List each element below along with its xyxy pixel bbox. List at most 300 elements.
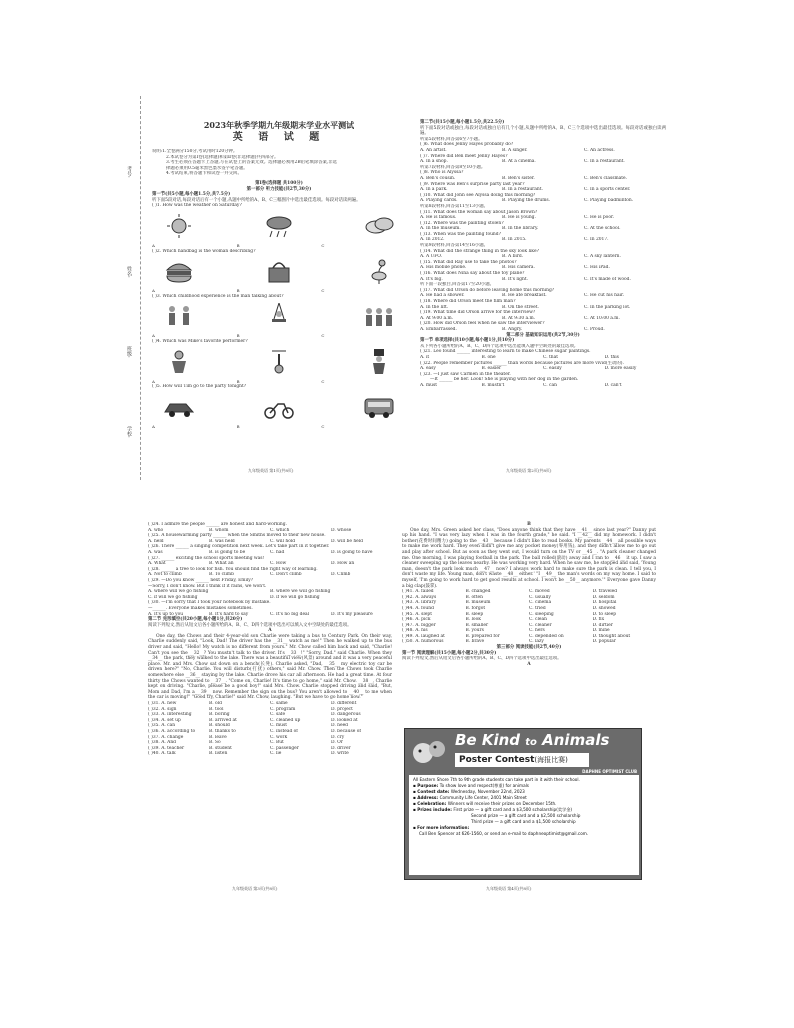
option-0: ( )35. A. can xyxy=(148,723,176,729)
part-2-heading: 第二部分 基础知识运用(共2节,30分) xyxy=(506,332,580,338)
acrobat-performer-icon xyxy=(262,349,296,375)
option-1: B. A singer. xyxy=(502,147,528,153)
prize-second: Second prize — a gift card and a $2,500 scholarship xyxy=(471,813,581,818)
question-23: ( )23. —I just saw Carmen in the theater. xyxy=(420,371,511,377)
margin-school: 学校: xyxy=(126,426,132,438)
listening-line: 听第7段材料,回答第8至10小题。 xyxy=(420,164,486,170)
magician-performer-icon xyxy=(362,349,396,375)
option-0: ( )36. A. according to xyxy=(148,728,196,734)
poster-item-key: ▪ Contest date: xyxy=(413,789,451,794)
note-line: 4.考试结束,将答题卡和试卷一并交回。 xyxy=(166,171,242,177)
option-3: D. dangerous xyxy=(331,712,361,718)
option-0: ( )33. A. interesting xyxy=(148,712,192,718)
listening-line: 听第9段材料,回答第14至16小题。 xyxy=(420,243,489,249)
option-2: C. lie xyxy=(270,751,282,757)
grammar-line: ( )29. —Do you know ______ next Friday, Emily? xyxy=(148,577,254,583)
option-2: C. tried xyxy=(529,605,546,611)
option-1: B. In a restaurant. xyxy=(502,187,543,193)
option-1: B. He ate breakfast. xyxy=(502,293,547,299)
option-0: A. In the lift. xyxy=(420,304,449,310)
option-c-label: C xyxy=(321,423,325,429)
option-0: A. was xyxy=(148,549,163,555)
section-1b-heading: 第二节(共15小题,每小题1.5分,共22.5分) xyxy=(420,120,505,125)
option-3: D. dirtier xyxy=(592,622,613,628)
passage-a-text: One day, the Chows and their 4-year-old son Charlie were taking a bus to Century Park. On their way, Charlie suddenly said, "Look, Dad! The driver has the __31__ watch as me!" Then he walked up to the bus driver and said, "Hello! My watch is no different from yours." Mr. Chow called him back and said, "Charlie! Can't you see the __32__? You mustn't talk to the driver. It's __33__!" "Sorry, Dad." said Charlie. When they __34__ the park, they walked to the lake. There was a beautiful view(风景) around and it was a very peaceful place. Mr. and Mrs. Chow sat down on a bench(长凳). Charlie asked, "Dad, __35__ my electric toy car be driven here?" "No, Charlie. You will disturb(打扰) others," said Mr. Chow. Then the Chows took Charlie somewhere else __36__ staying by the lake. Charlie drove his car all afternoon. He had a great time. At four thirty the Chows wanted to __37__. "Come on, Charlie! It's time to go home," said Mr. Chow. __38__, Charlie kept on driving. "Charlie, please be a good boy!" said Mrs. Chow. Charlie stopped driving and said, "But, Mom and Dad, I'm a __39__ now. Remember the sign on the bus? You aren't allowed to __40__ to me when the car is moving!" "Good try, Charlie!" said Mr. Chow, laughing. "But we have to go home now." xyxy=(148,633,392,701)
option-2: C. cleaner xyxy=(529,622,552,628)
listening-line: ( )14. What did the strange thing in the sky look like? xyxy=(420,248,539,254)
option-0: A. Embarrassed. xyxy=(420,326,457,332)
question-3: ( )3. Which childhood experience is the man talking about? xyxy=(152,293,284,299)
listening-options xyxy=(420,215,666,221)
part-3a-desc: 阅读下列短文,然后从短文后各小题所给的A、B、C、D四个选项中选出最佳选项。 xyxy=(402,656,562,662)
listening-line: ( )13. When was the painting found? xyxy=(420,231,501,237)
option-c-label: C xyxy=(321,288,325,294)
option-3: D. driver xyxy=(331,745,351,751)
option-2: C. safe xyxy=(270,712,286,718)
option-1: B. Playing the drums. xyxy=(502,198,551,204)
grammar-line: —Sorry, I don't know. But I think if it rains, we won't. xyxy=(148,583,267,589)
burger-bag-icon xyxy=(162,258,196,284)
children-group-icon xyxy=(362,303,396,329)
children-playing-icon xyxy=(162,303,196,329)
option-2: C. depended on xyxy=(529,633,564,639)
poster-intro: All Eastern Shore 7th to 9th grade students can take part in it with their school. xyxy=(413,777,580,782)
exam-subject: 英 语 试 题 xyxy=(232,132,326,143)
listening-line: ( )10. What did John see Alyssa doing this morning? xyxy=(420,192,536,198)
option-0: A. His mobile phone. xyxy=(420,265,467,271)
listening-line: ( )8. Who is Alyssa? xyxy=(420,170,464,176)
option-2: C. It's made of wood. xyxy=(584,276,631,282)
listening-line: ( )6. What does Jenny Hayes probably do? xyxy=(420,142,514,148)
listening-line: ( )18. Where did Orson meet the film man? xyxy=(420,299,516,304)
listening-line: ( )12. Where was the painting stolen? xyxy=(420,220,504,226)
option-1: B. changed xyxy=(465,589,491,595)
option-1: B. Angry. xyxy=(502,326,523,332)
question-21-options xyxy=(420,355,666,361)
option-2: C. moved xyxy=(529,589,550,595)
listening-options xyxy=(420,176,666,182)
listening-line: 听下面一段独白,回答第17至20小题。 xyxy=(420,282,495,288)
poster-items xyxy=(413,783,635,813)
option-1: B. thanks to xyxy=(209,728,236,734)
option-0: A. who xyxy=(148,527,164,533)
club-name: DAPHNE OPTIMIST CLUB xyxy=(582,769,637,774)
option-0: A. He is famous. xyxy=(420,215,457,221)
poster-item-key: ▪ Purpose: xyxy=(413,783,440,788)
cloze-options xyxy=(148,751,392,757)
seal-line xyxy=(140,96,141,480)
option-3: D. cry xyxy=(331,734,345,740)
more-info-text: Call Ben Spencer at 626-1560, or send an e-mail to daphneoptimist@gmail.com. xyxy=(419,831,589,836)
poster-item-key: ▪ Prizes include: xyxy=(413,807,454,812)
page-1-content xyxy=(152,120,406,429)
option-1: B. is going to be xyxy=(209,549,246,555)
option-3: D. mine xyxy=(592,628,610,634)
option-1: B. In 2015. xyxy=(502,237,527,243)
option-1: B. His camera. xyxy=(502,265,535,271)
poster-item-value: First prize — a gift card and a $3,500 scholarship(奖学金) xyxy=(453,807,573,812)
option-0: ( )34. A. set up xyxy=(148,717,181,723)
listening-line: ( )9. Where was Ben's surprise party last year? xyxy=(420,181,525,187)
option-2: C. which xyxy=(270,527,290,533)
weather-sun-icon xyxy=(162,213,196,239)
listening-line: ( )17. What did Orson do before leaving home this morning? xyxy=(420,287,555,293)
option-3: D. will be held xyxy=(331,538,363,544)
page-2 xyxy=(420,118,668,480)
question-21: ( )21. Leo found ______ interesting to learn to make Chinese sugar paintings. xyxy=(420,349,591,355)
option-1: B. easier xyxy=(481,366,502,372)
poster-item-key: ▪ Celebration: xyxy=(413,801,448,806)
poster-title xyxy=(455,731,609,749)
option-0: ( )42. A. always xyxy=(402,594,437,600)
option-c-label: C xyxy=(321,378,325,384)
grammar-line: ( )25. A housewarming party ______ when the Smiths moved to their new house. xyxy=(148,533,326,539)
option-0: A. It's big. xyxy=(420,276,443,282)
option-1: B. It's light. xyxy=(502,276,528,282)
option-2: C. program xyxy=(270,706,296,712)
option-0: ( )44. A. found xyxy=(402,605,434,611)
option-2: C. An actress. xyxy=(584,147,615,153)
option-2: C. His iPad. xyxy=(584,265,610,271)
listening-questions xyxy=(420,137,666,333)
option-0: ( )37. A. change xyxy=(148,734,184,740)
option-3: D. popular xyxy=(592,639,616,645)
listening-options xyxy=(420,159,666,165)
option-1: B. At 9:30 a.m. xyxy=(502,315,536,321)
listening-line: ( )7. Where did Ben meet Jenny Hayes? xyxy=(420,153,508,159)
part-2b-desc: 阅读下列短文,然后从短文后各小题所给的A、B、C、D四个选项中选出可以填入文中空缺处的最佳选项。 xyxy=(148,622,352,628)
option-1: B. What an xyxy=(209,561,234,567)
option-0: A. it xyxy=(420,354,430,360)
option-1: B. old xyxy=(209,701,222,706)
motorcycle-icon xyxy=(262,394,296,420)
listening-line: ( )19. What time did Orson arrive for the interview? xyxy=(420,310,536,316)
option-3: D. is going to have xyxy=(331,549,373,555)
option-0: ( )31. A. new xyxy=(148,701,177,706)
option-3: D. How an xyxy=(331,561,355,567)
option-3: D. thought about xyxy=(592,633,631,639)
option-1: B. smaller xyxy=(465,622,489,628)
part-1-heading: 第Ⅰ卷(选择题 共100分) xyxy=(255,180,303,186)
grammar-line: ( )30. —I'm sorry that I took your notebook by mistake. xyxy=(148,600,271,606)
listening-line: ( )16. What does Nina say about the toy plane? xyxy=(420,271,525,277)
option-3: D. Or xyxy=(331,740,343,746)
pets-illustration-icon xyxy=(409,731,449,771)
option-2: C. Proud. xyxy=(584,326,605,332)
question-5-images xyxy=(152,390,406,424)
option-3: D. fix xyxy=(592,617,605,623)
page-1 xyxy=(126,96,410,480)
option-1: B. A bird. xyxy=(502,254,524,260)
question-1: ( )1. How was the weather on Saturday? xyxy=(152,203,242,209)
option-2: C. clean xyxy=(529,617,547,623)
option-2: C. must xyxy=(270,723,288,729)
option-3: D. can't xyxy=(604,382,622,388)
option-0: ( )46. A. pick xyxy=(402,617,431,623)
weather-rain-icon xyxy=(262,213,296,239)
question-2-images xyxy=(152,254,406,288)
page-3-content xyxy=(148,522,392,757)
option-2: C. same xyxy=(270,701,288,706)
child-swing-icon xyxy=(262,303,296,329)
option-1: B. prepared for xyxy=(465,633,500,639)
poster-item-key: ▪ Address: xyxy=(413,795,440,800)
part-2b-heading: 第二节 完形填空(共20小题,每小题1分,共20分) xyxy=(148,617,243,623)
question-22: ( )22. People remember pictures ______ than words because pictures are more vivid(生动的). xyxy=(420,360,624,366)
option-3: D. need xyxy=(331,723,348,729)
option-0: A. where will we go fishing xyxy=(148,589,209,595)
option-2: C. He cut his hair. xyxy=(584,293,625,299)
option-0: ( )45. A. slept xyxy=(402,611,432,617)
note-line: 3.考生必须在答题卡上答题,写在试卷上的答案无效。选择题必须用2B铅笔填涂答案,非选 xyxy=(166,160,338,166)
grammar-line: ( )24. I admire the people ______ are honest and hard-working. xyxy=(148,522,287,527)
option-1: B. To climb xyxy=(209,572,234,578)
option-0: A. Ben's cousin. xyxy=(420,175,456,181)
option-2: C. He is poor. xyxy=(584,215,614,221)
option-2: C. can xyxy=(543,382,557,388)
margin-exam-no: 考号: xyxy=(126,166,132,178)
option-1: B. mustn't xyxy=(481,382,505,388)
section-1-heading: 第一部分 听力技能(共2节,30分) xyxy=(246,186,312,192)
option-0: A. easy xyxy=(420,366,436,372)
question-22-options xyxy=(420,366,666,372)
option-1: B. sleep xyxy=(465,611,484,617)
option-c-label: C xyxy=(321,333,325,339)
poster-title-part-1: Be Kind xyxy=(455,731,521,749)
option-1: B. should xyxy=(209,723,230,729)
question-1-labels xyxy=(152,243,406,249)
option-0: A. Not to climb xyxy=(148,572,182,578)
page-2-footer: 九年级英语 第2页(共8页) xyxy=(506,468,552,473)
grammar-options xyxy=(148,550,392,556)
option-3: D. more easily xyxy=(604,366,637,372)
option-2: C. easily xyxy=(543,366,562,372)
option-1: B. brave xyxy=(465,639,485,645)
option-3: D. looked at xyxy=(331,717,358,723)
option-1: B. look xyxy=(465,617,481,623)
option-3: D. showed xyxy=(592,605,616,611)
listening-options xyxy=(420,148,666,154)
option-0: A. A UFO. xyxy=(420,254,443,260)
option-2: C. cinema xyxy=(529,600,552,606)
option-a-label: A xyxy=(152,378,155,384)
option-0: ( )41. A. failed xyxy=(402,589,434,595)
option-3: D. seldom xyxy=(592,594,615,600)
option-0: A. In 2012. xyxy=(420,237,445,243)
option-3: D. It's my pleasure xyxy=(331,611,373,617)
section-1a-heading: 第一节(共5小题,每小题1.5分,共7.5分) xyxy=(152,192,231,198)
poster-item-value: Winners will receive their prizes on December 15th. xyxy=(447,801,557,806)
page-1-footer: 九年级英语 第1页(共8页) xyxy=(248,468,294,473)
option-1: B. At a cinema. xyxy=(502,159,536,165)
grammar-questions xyxy=(148,522,392,617)
option-c-label: C xyxy=(321,242,325,248)
listening-line: 听第8段材料,回答第11至13小题。 xyxy=(420,203,489,209)
option-3: D. different xyxy=(331,701,357,706)
option-2: C. In a sports center. xyxy=(584,187,631,193)
option-1: B. museum xyxy=(465,600,491,606)
exam-title: 2023年秋季学期九年级期末学业水平测试 xyxy=(203,120,355,130)
option-1: B. often xyxy=(465,594,483,600)
option-a-label: A xyxy=(152,423,155,429)
grammar-line: —______. Everyone makes mistakes sometimes. xyxy=(148,605,253,611)
part-3-heading: 第三部分 阅读技能(共2节,40分) xyxy=(496,645,562,651)
handbag-icon xyxy=(262,258,296,284)
cloze-options xyxy=(148,701,392,757)
reading-a-label: A xyxy=(527,661,531,667)
question-23-reply: —It ______ be her. Look! She is playing with her dog in the garden. xyxy=(430,377,579,383)
question-5: ( )5. How will Tim go to the party tonight? xyxy=(152,384,247,390)
option-2: C. At 10:00 a.m. xyxy=(584,315,620,321)
option-3: D. because of xyxy=(331,728,361,734)
poster-title-part-2: Animals xyxy=(542,731,610,749)
option-b-label: B xyxy=(236,288,240,294)
option-1: B. one xyxy=(481,354,496,360)
option-3: D. to sleep xyxy=(592,611,617,617)
option-0: ( )43. A. library xyxy=(402,600,437,606)
option-2: C. It's no big deal xyxy=(270,611,310,617)
page-3 xyxy=(148,520,394,898)
question-2-labels xyxy=(152,288,406,294)
more-info-key: For more information: xyxy=(417,825,470,830)
page-4-footer: 九年级英语 第4页(共8页) xyxy=(486,886,532,891)
poster-body xyxy=(409,775,639,875)
option-1: B. Ben's sister. xyxy=(502,175,535,181)
option-3: D. whose xyxy=(331,527,352,533)
option-2: C. In a restaurant. xyxy=(584,159,625,165)
option-0: A. In a park. xyxy=(420,187,448,193)
question-5-labels xyxy=(152,424,406,430)
cloze-options-b xyxy=(402,589,656,645)
option-1: B. leave xyxy=(209,734,227,740)
grammar-line: ( )28. ______ a tree to look for fish. You should find the right way of learning. xyxy=(148,566,318,572)
bus-icon xyxy=(362,394,396,420)
option-1: B. whom xyxy=(209,527,229,533)
listening-options xyxy=(420,327,666,333)
poster-band xyxy=(455,753,589,767)
option-2: C. instead of xyxy=(270,728,298,734)
question-3-images xyxy=(152,299,406,333)
option-1: B. So xyxy=(209,740,221,746)
option-2: C. How xyxy=(270,561,287,567)
option-1: B. It's hard to say xyxy=(209,611,249,617)
option-3: D. traveled xyxy=(592,589,618,595)
option-2: C. But xyxy=(270,740,284,746)
option-2: C. hers xyxy=(529,628,545,634)
option-2: C. passenger xyxy=(270,745,299,751)
prize-third: Third prize — a gift card and a $1,500 scholarship xyxy=(471,819,576,824)
margin-name: 姓名: xyxy=(126,266,132,278)
listening-options xyxy=(420,187,666,193)
page-3-footer: 九年级英语 第3页(共8页) xyxy=(232,886,278,891)
option-2: C. A sky lantern. xyxy=(584,254,621,260)
option-3: D. write xyxy=(331,751,349,757)
option-3: D. this xyxy=(604,354,619,360)
option-0: A. It's up to you xyxy=(148,611,184,617)
option-b-label: B xyxy=(236,378,240,384)
section-1a-desc: 听下面5段对话,每段对话后有一个小题,从题中所给的A、B、C三幅图片中选出最佳选项。每段对话读两遍。 xyxy=(152,197,361,203)
part-3a-heading: 第一节 阅读理解(共15小题,每小题2分,共30分) xyxy=(402,650,497,656)
question-4-images xyxy=(152,345,406,379)
option-1: B. He is young. xyxy=(502,215,536,221)
question-23-options xyxy=(420,383,666,389)
option-0: ( )50. A. humorous xyxy=(402,639,444,645)
option-3: D. project xyxy=(331,706,353,712)
option-3: D. hospital xyxy=(592,600,617,606)
option-0: A. Playing cards. xyxy=(420,198,458,204)
option-1: B. boring xyxy=(209,712,230,718)
part-2a-heading: 第一节 单项选择(共10小题,每小题1分,共10分) xyxy=(420,338,515,344)
option-0: C. if will we go fishing xyxy=(148,594,198,600)
option-0: A. What xyxy=(148,561,166,567)
note-line: 说明:1.全卷满分150分,考试用时120分钟。 xyxy=(152,149,238,154)
listening-line: ( )11. What does the woman say about Jason Brown? xyxy=(420,209,538,215)
option-0: ( )39. A. teacher xyxy=(148,745,185,751)
option-1: B. listen xyxy=(209,751,228,757)
option-b-label: B xyxy=(236,333,240,339)
part-2a-desc: 从下列各小题所给的A、B、C、D四个选项中选出能填入题中空缺处的最佳选项。 xyxy=(420,343,579,349)
poster-item-value: Wednesday, November 22nd, 2023 xyxy=(450,789,525,794)
option-2: C. In 2017. xyxy=(584,237,609,243)
option-2: C. cleaned up xyxy=(270,717,301,723)
page-4 xyxy=(402,520,660,898)
listening-line: ( )15. What did Ray use to take the photos? xyxy=(420,259,517,265)
question-2: ( )2. Which handbag is the woman describing? xyxy=(152,248,256,254)
option-1: B. tool xyxy=(209,706,224,712)
option-2: C. Don't climb xyxy=(270,572,302,578)
option-0: A. At 9:00 a.m. xyxy=(420,315,454,321)
option-0: A. In the museum. xyxy=(420,226,461,232)
section-1b-desc: 听下面5段对话或独白,每段对话或独白后有几个小题,从题中所给的A、B、C三个选项中选出最佳选项。每段对话或独白读两遍。 xyxy=(420,125,666,137)
grammar-options xyxy=(148,561,392,567)
option-1: D. if we will go fishing xyxy=(270,594,320,600)
option-b-label: B xyxy=(236,242,240,248)
option-0: ( )40. A. talk xyxy=(148,751,176,757)
passage-b-text: One day, Mrs. Green asked her class, "Does anyone think that they have __41__ since last year?" Danny put up his hand. "I was very lazy when I was in the fourth grade," he said. "I __42__ did my homework. I didn't bother(花费时间精力) going to the __43__ because I didn't like to read books. My parents __44__ all possible ways to make me work hard. They even didn't give me any pocket money(零用钱), and they didn't allow me to go out and play after school. But as soon as they went out, I would turn on the TV or __45__. "A park cleaner changed me. One morning, I was playing football in the park. The ball rolled(滚动) away and I ran to __46__ it up. I saw a cleaner sweeping up the leaves nearby. He was working very hard. When he saw me, he stopped and said, 'Young man, doesn't the park look much __47__ now? I always work hard to make sure the park is clean. I tell you, I don't waste my life. Young man, don't waste __48__ either.' "I __49__ the man's words on my way home. I said to myself, 'I'm going to work hard to get good results at school. I won't be __50__ anymore.'" Everyone gave Danny a big clap(鼓掌). xyxy=(402,527,656,589)
question-4: ( )4. Which was Mike's favorite performer? xyxy=(152,338,248,344)
weather-cloud-icon xyxy=(362,213,396,239)
passage-b-label: B xyxy=(527,522,531,527)
option-1: B. forgot xyxy=(465,605,486,611)
option-b-label: B xyxy=(236,423,240,429)
option-0: A. held xyxy=(148,538,164,544)
option-0: A. In a shop. xyxy=(420,159,448,165)
clown-performer-icon xyxy=(162,349,196,375)
option-2: C. had xyxy=(270,549,285,555)
option-0: A. must xyxy=(420,382,437,388)
page-4-content xyxy=(402,522,656,667)
more-info-label: ▪ For more information: xyxy=(413,825,470,830)
option-2: C. sleeping xyxy=(529,611,554,617)
option-0: ( )32. A. sign xyxy=(148,706,177,712)
poster-item-value: Community Life Center, 2401 Main Street xyxy=(439,795,527,800)
option-1: B. was held xyxy=(209,538,235,544)
poster-title-to: to xyxy=(525,737,537,748)
option-2: C. work xyxy=(270,734,288,740)
option-0: ( )38. A. And xyxy=(148,740,176,746)
page-2-content xyxy=(420,120,666,389)
car-icon xyxy=(162,394,196,420)
grammar-line: ( )27. ______ exciting the school sports meeting was! xyxy=(148,555,265,561)
flamingo-bag-icon xyxy=(362,258,396,284)
option-2: C. At the school. xyxy=(584,226,621,232)
option-2: C. Playing badminton. xyxy=(584,198,634,204)
passage-a-label: A xyxy=(268,628,272,634)
option-0: A. An artist. xyxy=(420,147,447,153)
grammar-line: ( )26. There ______ a singing competition next week. Let's take part in it together. xyxy=(148,544,330,550)
listening-line: 听第5段材料,回答第6至7小题。 xyxy=(420,136,483,142)
option-1: B. student xyxy=(209,745,232,751)
